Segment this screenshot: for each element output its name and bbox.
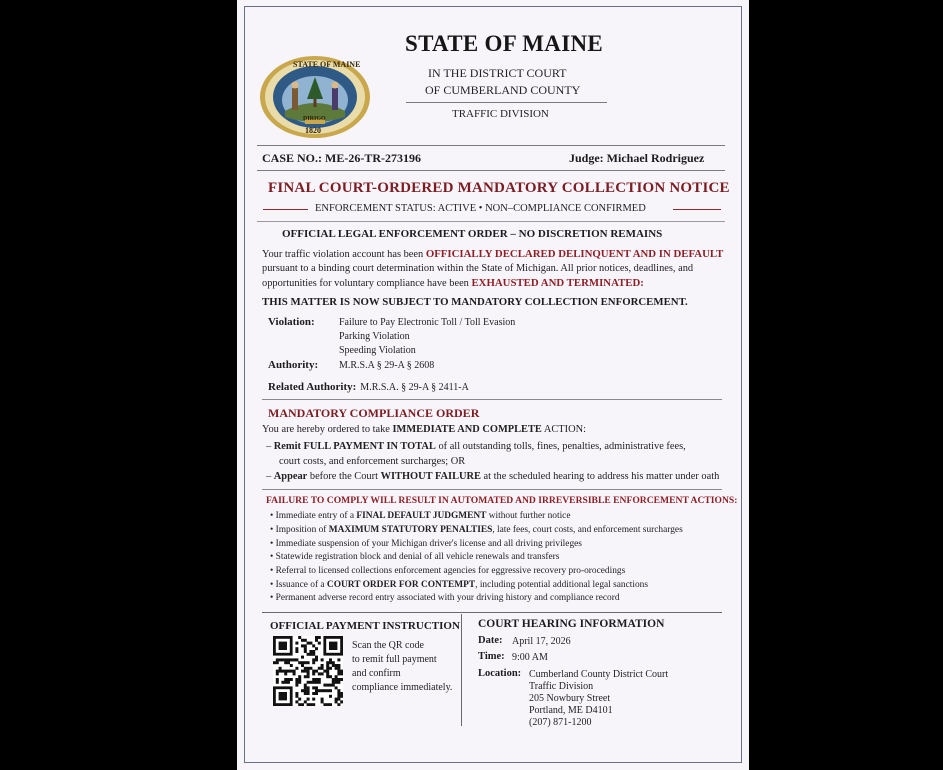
payment-qr-code[interactable] bbox=[273, 636, 343, 706]
violation-item: Parking Violation bbox=[339, 331, 410, 342]
hearing-location-label: Location: bbox=[478, 668, 522, 679]
hearing-heading: COURT HEARING INFORMATION bbox=[478, 618, 665, 630]
hearing-location-line: 205 Nowbury Street bbox=[529, 693, 611, 704]
notice-paragraph-line1: Your traffic violation account has been OFFICIALLY DECLARED DELINQUENT AND IN DEFAULT bbox=[262, 248, 724, 260]
hearing-date-label: Date: bbox=[478, 635, 503, 646]
compliance-item-pay-cont: court costs, and enforcement surcharges; OR bbox=[279, 456, 466, 467]
compliance-intro: You are hereby ordered to take IMMEDIATE AND COMPLETE ACTION: bbox=[262, 424, 587, 435]
footer-divider bbox=[461, 614, 462, 726]
enforcement-bullet: • Issuance of a COURT ORDER FOR CONTEMPT, including potential additional legal sanctions bbox=[270, 580, 649, 590]
scan-instruction-line: Scan the QR code bbox=[352, 640, 424, 651]
enforcement-bullet: • Statewide registration block and denial of all vehicle renewals and transfers bbox=[270, 552, 560, 562]
compliance-item-appear: – Appear before the Court WITHOUT FAILURE at the scheduled hearing to address his matter under oath bbox=[266, 471, 720, 482]
enforcement-status: ENFORCEMENT STATUS: ACTIVE • NON–COMPLIANCE CONFIRMED bbox=[315, 203, 646, 214]
state-seal bbox=[259, 55, 371, 139]
enforcement-bullet: • Imposition of MAXIMUM STATUTORY PENALTIES, late fees, court costs, and enforcement surcharges bbox=[270, 525, 683, 535]
footer-rule bbox=[262, 612, 722, 613]
failure-rule bbox=[262, 489, 722, 490]
notice-title: FINAL COURT-ORDERED MANDATORY COLLECTION NOTICE bbox=[268, 180, 730, 196]
scan-instruction-line: and confirm bbox=[352, 668, 401, 679]
notice-paragraph-line3: opportunities for voluntary compliance have been EXHAUSTED AND TERMINATED: bbox=[262, 277, 644, 289]
hearing-location-line: Traffic Division bbox=[529, 681, 594, 692]
hearing-location-line: Cumberland County District Court bbox=[529, 669, 669, 680]
case-top-rule bbox=[257, 145, 725, 146]
scan-instruction-line: to remit full payment bbox=[352, 654, 437, 665]
compliance-title: MANDATORY COMPLIANCE ORDER bbox=[268, 406, 480, 420]
compliance-item-pay: – Remit FULL PAYMENT IN TOTAL of all outstanding tolls, fines, penalties, administrative fees, bbox=[266, 441, 686, 452]
state-title: STATE OF MAINE bbox=[405, 31, 604, 56]
judge-name: Judge: Michael Rodriguez bbox=[569, 151, 705, 165]
title-rule bbox=[257, 221, 725, 222]
hearing-location-line: Portland, ME D4101 bbox=[529, 705, 613, 716]
case-number: CASE NO.: ME-26-TR-273196 bbox=[262, 151, 421, 165]
division-name: TRAFFIC DIVISION bbox=[452, 108, 549, 120]
hearing-time-label: Time: bbox=[478, 651, 505, 662]
hearing-time: 9:00 AM bbox=[512, 652, 548, 663]
court-name: IN THE DISTRICT COURT bbox=[428, 66, 567, 80]
enforcement-subject: THIS MATTER IS NOW SUBJECT TO MANDATORY COLLECTION ENFORCEMENT. bbox=[262, 296, 688, 308]
related-authority: Related Authority: M.R.S.A. § 29-A § 2411-A bbox=[268, 381, 469, 393]
hearing-date: April 17, 2026 bbox=[512, 636, 571, 647]
hearing-location-line: (207) 871-1200 bbox=[529, 717, 592, 728]
authority-value: M.R.S.A § 29-A § 2608 bbox=[339, 360, 435, 371]
violation-label: Violation: bbox=[268, 316, 315, 328]
status-rule-right bbox=[673, 209, 721, 210]
county-name: OF CUMBERLAND COUNTY bbox=[425, 83, 581, 97]
violation-item: Failure to Pay Electronic Toll / Toll Evasion bbox=[339, 317, 516, 328]
compliance-rule bbox=[262, 399, 722, 400]
violation-item: Speeding Violation bbox=[339, 345, 416, 356]
authority-label: Authority: bbox=[268, 359, 319, 371]
header-divider bbox=[406, 102, 607, 103]
seal-year: 1820 bbox=[305, 126, 321, 135]
enforcement-bullet: • Immediate suspension of your Michigan driver's license and all driving privileges bbox=[270, 539, 582, 549]
status-rule-left bbox=[263, 209, 308, 210]
failure-heading: FAILURE TO COMPLY WILL RESULT IN AUTOMATED AND IRREVERSIBLE ENFORCEMENT ACTIONS: bbox=[266, 495, 738, 506]
enforcement-bullet: • Permanent adverse record entry associated with your driving history and compliance record bbox=[270, 593, 620, 603]
notice-paragraph-line2: pursuant to a binding court determination within the State of Michigan. All prior notices, deadlines, and bbox=[262, 263, 694, 274]
enforcement-bullet: • Immediate entry of a FINAL DEFAULT JUDGMENT without further notice bbox=[270, 511, 571, 521]
seal-motto: DIRIGO bbox=[303, 116, 326, 122]
order-heading: OFFICIAL LEGAL ENFORCEMENT ORDER – NO DISCRETION REMAINS bbox=[282, 228, 663, 240]
scan-instruction-line: compliance immediately. bbox=[352, 682, 453, 693]
case-bottom-rule bbox=[257, 170, 725, 171]
payment-heading: OFFICIAL PAYMENT INSTRUCTION bbox=[270, 620, 460, 632]
seal-top-text: STATE OF MAINE bbox=[293, 60, 361, 69]
enforcement-bullet: • Referral to licensed collections enforcement agencies for eggressive recovery pro-orocedings bbox=[270, 566, 626, 576]
